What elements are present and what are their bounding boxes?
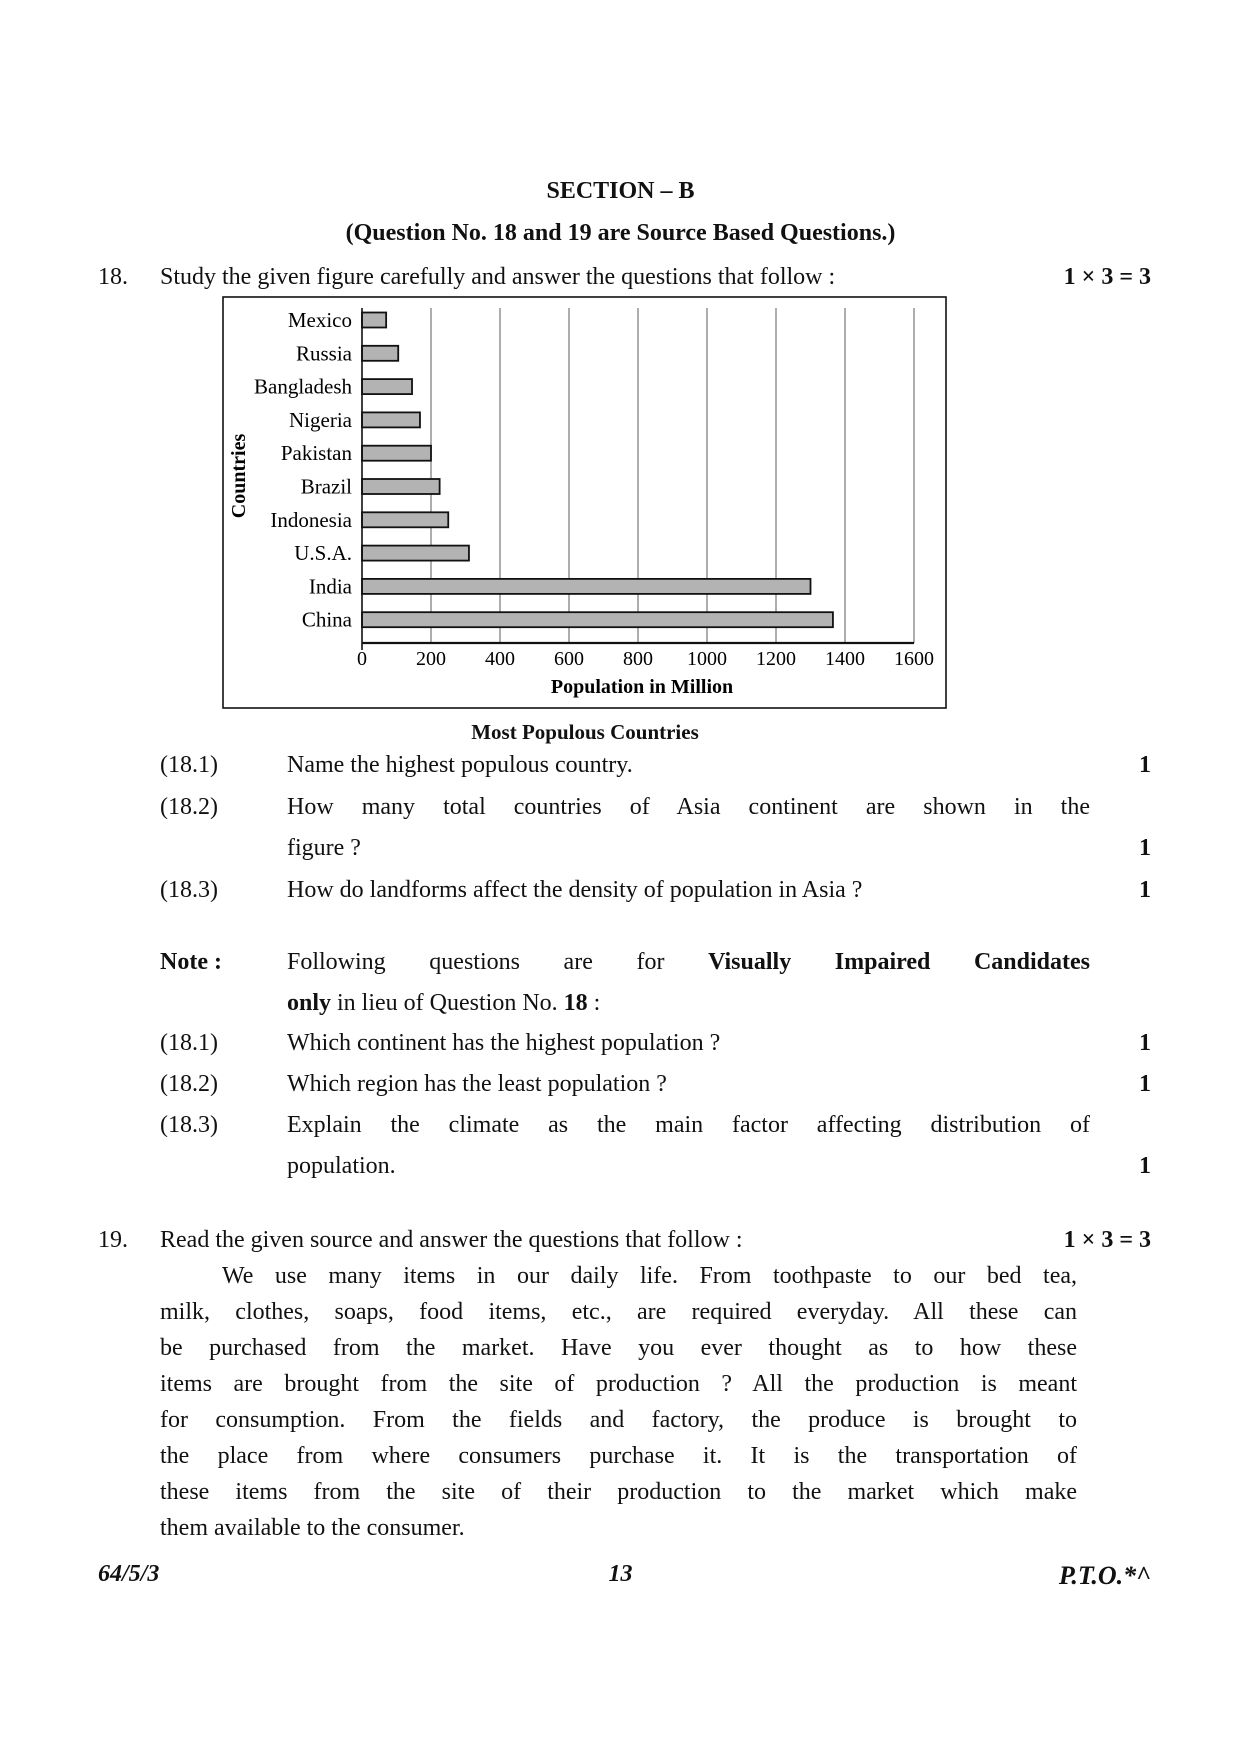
question-18-marks: 1 × 3 = 3 <box>1063 264 1151 290</box>
bar-bangladesh <box>362 379 412 394</box>
vi-subquestion-num: (18.1) <box>160 1030 218 1056</box>
passage-line: them available to the consumer. <box>160 1515 465 1541</box>
x-tick-label: 1600 <box>894 648 934 670</box>
bar-india <box>362 579 811 594</box>
section-subtitle: (Question No. 18 and 19 are Source Based Questions.) <box>345 220 896 246</box>
vi-subquestion-text: Which continent has the highest population ? <box>287 1030 721 1056</box>
vi-subquestion-num: (18.3) <box>160 1112 218 1138</box>
x-tick-label: 400 <box>485 648 515 670</box>
note-line-2 <box>287 990 600 1017</box>
passage-line: milk, clothes, soaps, food items, etc., are required everyday. All these can <box>160 1299 1077 1325</box>
passage-line: We use many items in our daily life. From toothpaste to our bed tea, <box>222 1263 1077 1289</box>
bar-indonesia <box>362 512 448 527</box>
note-line-1-text: Following questions are for <box>287 949 709 975</box>
category-label: U.S.A. <box>294 541 352 566</box>
x-tick-label: 200 <box>416 648 446 670</box>
chart-bars <box>362 313 833 628</box>
category-label: Mexico <box>287 308 352 332</box>
bar-russia <box>362 346 398 361</box>
bar-china <box>362 612 833 627</box>
subquestion-mark: 1 <box>1139 752 1151 778</box>
passage-line: be purchased from the market. Have you ever thought as to how these <box>160 1335 1077 1361</box>
bar-usa <box>362 546 469 561</box>
x-tick-label: 800 <box>623 648 653 670</box>
category-label: Nigeria <box>289 407 352 432</box>
note-label: Note : <box>160 949 222 975</box>
x-tick-label: 0 <box>357 648 367 670</box>
subquestion-text: figure ? <box>287 835 361 861</box>
subquestion-text: How do landforms affect the density of population in Asia ? <box>287 877 863 903</box>
footer-code: 64/5/3 <box>98 1561 160 1587</box>
passage-line: these items from the site of their production to the market which make <box>160 1479 1077 1505</box>
category-label: Russia <box>295 341 352 366</box>
bar-brazil <box>362 479 440 494</box>
x-tick-label: 600 <box>554 648 584 670</box>
vi-subquestion-mark: 1 <box>1139 1071 1151 1097</box>
subquestion-mark: 1 <box>1139 835 1151 861</box>
vi-subquestion-text: Explain the climate as the main factor affecting distribution of <box>287 1112 1090 1138</box>
vi-subquestion-text: population. <box>287 1153 396 1179</box>
note-line-2-text: in lieu of Question No. <box>331 990 564 1016</box>
footer-pto: P.T.O.*^ <box>1058 1561 1151 1590</box>
passage-line: the place from where consumers purchase it. It is the transportation of <box>160 1443 1077 1469</box>
category-label: China <box>301 607 352 632</box>
footer-page-number: 13 <box>608 1561 633 1587</box>
category-label: Pakistan <box>280 441 352 466</box>
category-label: Bangladesh <box>254 374 352 399</box>
section-title: SECTION – B <box>546 178 695 204</box>
category-label: India <box>308 574 352 599</box>
x-tick-label: 1200 <box>756 648 796 670</box>
question-19-marks: 1 × 3 = 3 <box>1063 1227 1151 1253</box>
note-line-1-bold: Visually Impaired Candidates <box>708 949 1090 975</box>
note-line-2-end: : <box>587 990 601 1016</box>
question-19-number: 19. <box>98 1227 128 1253</box>
question-19-prompt: Read the given source and answer the questions that follow : <box>160 1227 743 1253</box>
vi-subquestion-text: Which region has the least population ? <box>287 1071 667 1097</box>
y-axis-title: Countries <box>228 433 250 519</box>
bar-pakistan <box>362 446 431 461</box>
vi-subquestion-mark: 1 <box>1139 1030 1151 1056</box>
category-label: Indonesia <box>270 507 352 532</box>
note-line-2-num: 18 <box>563 990 588 1016</box>
population-bar-chart <box>222 296 948 710</box>
note-line-2-bold: only <box>287 990 332 1016</box>
note-line-1 <box>287 949 1090 976</box>
vi-subquestion-num: (18.2) <box>160 1071 218 1097</box>
subquestion-num: (18.1) <box>160 752 218 778</box>
question-18-prompt: Study the given figure carefully and answer the questions that follow : <box>160 264 836 290</box>
subquestion-text: Name the highest populous country. <box>287 752 633 778</box>
question-18-number: 18. <box>98 264 128 290</box>
chart-caption: Most Populous Countries <box>471 720 699 744</box>
passage-line: for consumption. From the fields and factory, the produce is brought to <box>160 1407 1077 1433</box>
subquestion-mark: 1 <box>1139 877 1151 903</box>
category-label: Brazil <box>300 474 352 499</box>
x-tick-label: 1400 <box>825 648 865 670</box>
subquestion-text: How many total countries of Asia continent are shown in the <box>287 794 1090 820</box>
chart-x-ticks <box>357 648 934 670</box>
bar-mexico <box>362 313 386 328</box>
bar-nigeria <box>362 412 420 427</box>
vi-subquestion-mark: 1 <box>1139 1153 1151 1179</box>
subquestion-num: (18.2) <box>160 794 218 820</box>
subquestion-num: (18.3) <box>160 877 218 903</box>
chart-category-labels <box>254 308 353 632</box>
passage-line: items are brought from the site of production ? All the production is meant <box>160 1371 1077 1397</box>
x-tick-label: 1000 <box>687 648 727 670</box>
x-axis-title: Population in Million <box>550 676 734 698</box>
